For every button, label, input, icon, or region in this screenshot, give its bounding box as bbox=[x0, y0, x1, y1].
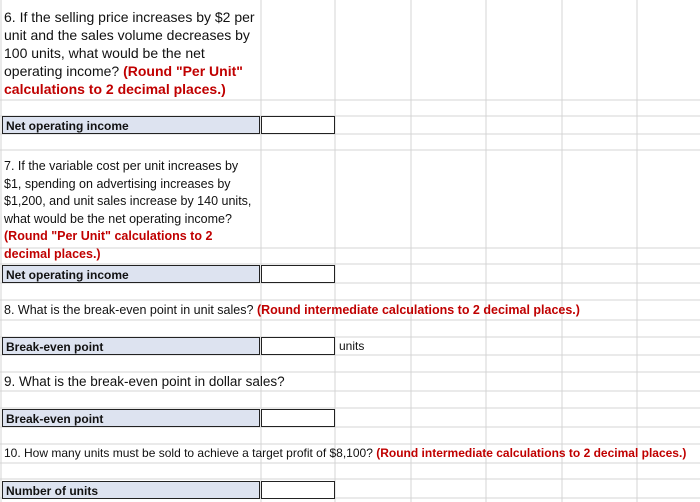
number-of-units-label: Number of units bbox=[2, 481, 260, 499]
question-8-prompt: 8. What is the break-even point in unit sales? bbox=[4, 303, 254, 317]
question-7-rounding-note: (Round "Per Unit" calculations to 2 decimal places.) bbox=[4, 229, 213, 261]
question-6-prompt: 6. If the selling price increases by $2 per unit and the sales volume decreases by 100 units, what would be the net operating income? bbox=[4, 9, 255, 79]
question-9-text: 9. What is the break-even point in dollar sales? bbox=[4, 374, 285, 389]
question-10-rounding-note: (Round intermediate calculations to 2 decimal places.) bbox=[376, 446, 687, 460]
question-7-prompt: 7. If the variable cost per unit increases by $1, spending on advertising increases by $1,200, and unit sales increase by 140 units, what would be the net operating income? bbox=[4, 159, 252, 226]
units-label: units bbox=[339, 339, 365, 353]
net-operating-income-input-7[interactable] bbox=[261, 265, 335, 283]
question-7-text bbox=[4, 158, 256, 264]
number-of-units-input[interactable] bbox=[261, 481, 335, 499]
question-8-rounding-note: (Round intermediate calculations to 2 decimal places.) bbox=[256, 303, 580, 317]
question-10-prompt: 10. How many units must be sold to achieve a target profit of $8,100? bbox=[4, 446, 373, 460]
break-even-units-input[interactable] bbox=[261, 337, 335, 355]
net-operating-income-label-7: Net operating income bbox=[2, 265, 260, 283]
break-even-dollars-input[interactable] bbox=[261, 409, 335, 427]
question-10-text bbox=[4, 445, 698, 463]
net-operating-income-label-6: Net operating income bbox=[2, 116, 260, 134]
net-operating-income-input-6[interactable] bbox=[261, 116, 335, 134]
question-8-text bbox=[4, 302, 694, 320]
question-6-rounding-note: (Round "Per Unit" calculations to 2 decimal places.) bbox=[4, 63, 243, 97]
break-even-dollars-label: Break-even point bbox=[2, 409, 260, 427]
break-even-units-label: Break-even point bbox=[2, 337, 260, 355]
question-6-text bbox=[4, 8, 256, 98]
